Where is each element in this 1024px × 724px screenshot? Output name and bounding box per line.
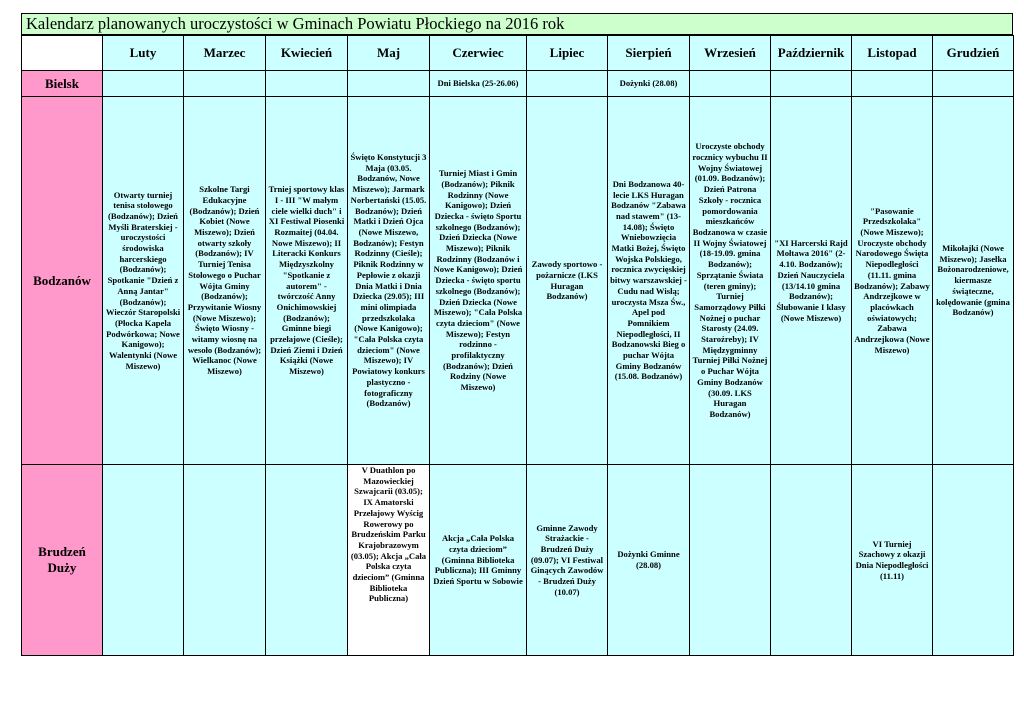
event-cell: Trniej sportowy klas I - III "W małym ciele wielki duch" i XI Festiwal Piosenki Rozmaitej (04.04. Nowe Miszewo); II Literacki Konkurs Międzyszkolny "Spotkanie z autorem" - twórczość Anny Onichimowskiej (Bodzanów); Gminne biegi przełajowe (Cieśle); Dzień Ziemi i Dzień Książki (Nowe Miszewo): [266, 97, 348, 465]
event-cell: [266, 71, 348, 97]
event-cell: Turniej Miast i Gmin (Bodzanów); Piknik Rodzinny (Nowe Kanigowo); Dzień Dziecka - święto Sportu szkolnego (Bodzanów); Dzień Dziecka (Nowe Miszewo); Piknik Rodzinny (Bodzanów i Nowe Kanigowo); Dzień Dziecka - święto sportu szkolnego (Bodzanów); Dzień Dziecka (Nowe Miszewo); "Cała Polska czyta dzieciom" (Nowe Miszewo); Festyn rodzinno - profilaktyczny (Bodzanów); Dzień Rodziny (Nowe Miszewo): [430, 97, 527, 465]
event-cell: Dożynki Gminne (28.08): [608, 465, 690, 656]
table-row-brudzen: [22, 465, 1014, 656]
month-header-czerwiec: Czerwiec: [430, 36, 527, 71]
event-cell: Dożynki (28.08): [608, 71, 690, 97]
event-cell: [933, 465, 1014, 656]
event-cell: [933, 71, 1014, 97]
event-cell: Mikołajki (Nowe Miszewo); Jasełka Bożonarodzeniowe, kiermasze świąteczne, kolędowanie (gmina Bodzanów): [933, 97, 1014, 465]
event-cell: [103, 71, 184, 97]
event-cell: [184, 465, 266, 656]
month-header-kwiecien: Kwiecień: [266, 36, 348, 71]
events-calendar-table: [21, 35, 1014, 656]
month-header-listopad: Listopad: [852, 36, 933, 71]
event-cell: [771, 465, 852, 656]
event-cell: V Duathlon po Mazowieckiej Szwajcarii (03.05); IX Amatorski Przełajowy Wyścig Rowerowy po Brudzeńskim Parku Krajobrazowym (03.05); Akcja „Cała Polska czyta dzieciom” (Gminna Biblioteka Publiczna): [348, 465, 430, 656]
page-title: Kalendarz planowanych uroczystości w Gminach Powiatu Płockiego na 2016 rok: [21, 13, 1013, 35]
event-cell: [852, 71, 933, 97]
event-cell: [527, 71, 608, 97]
month-header-grudzien: Grudzień: [933, 36, 1014, 71]
event-cell: Uroczyste obchody rocznicy wybuchu II Wojny Światowej (01.09. Bodzanów); Dzień Patrona Szkoły - rocznica pomordowania mieszkańców Bodzanowa w czasie II Wojny Światowej (18-19.09. gmina Bodzanów); Sprzątanie Świata (teren gminy); Turniej Samorządowy Piłki Nożnej o puchar Starosty (24.09. Staroźreby); IV Międzygminny Turniej Piłki Nożnej o Puchar Wójta Gminy Bodzanów (30.09. LKS Huragan Bodzanów): [690, 97, 771, 465]
event-cell: Dni Bielska (25-26.06): [430, 71, 527, 97]
event-cell: [103, 465, 184, 656]
row-label-bodzanow: Bodzanów: [22, 97, 103, 465]
month-header-luty: Luty: [103, 36, 184, 71]
month-header-pazdziernik: Październik: [771, 36, 852, 71]
event-cell: VI Turniej Szachowy z okazji Dnia Niepodległości (11.11): [852, 465, 933, 656]
month-header-wrzesien: Wrzesień: [690, 36, 771, 71]
event-cell: [771, 71, 852, 97]
month-header-sierpien: Sierpień: [608, 36, 690, 71]
month-header-maj: Maj: [348, 36, 430, 71]
month-header-marzec: Marzec: [184, 36, 266, 71]
month-header-row: [22, 36, 1014, 71]
event-cell: Zawody sportowo - pożarnicze (LKS Huragan Bodzanów): [527, 97, 608, 465]
event-cell: [348, 71, 430, 97]
event-cell: [184, 71, 266, 97]
event-cell: [690, 465, 771, 656]
event-cell: Święto Konstytucji 3 Maja (03.05. Bodzanów, Nowe Miszewo); Jarmark Norbertański (15.05. Bodzanów); Dzień Matki i Dzień Ojca (Nowe Miszewo, Bodzanów); Festyn Rodzinny (Cieśle); Piknik Rodzinny w Pepłowie z okazji Dnia Matki i Dnia Dziecka (29.05); III mini olimpiada przedszkolaka (Nowe Kanigowo); "Cała Polska czyta dzieciom" (Nowe Miszewo); IV Powiatowy konkurs plastyczno - fotograficzny (Bodzanów): [348, 97, 430, 465]
table-row-bodzanow: [22, 97, 1014, 465]
row-label-bielsk: Bielsk: [22, 71, 103, 97]
month-header-lipiec: Lipiec: [527, 36, 608, 71]
event-cell: Gminne Zawody Strażackie - Brudzeń Duży (09.07); VI Festiwal Ginących Zawodów - Brudzeń Duży (10.07): [527, 465, 608, 656]
event-cell: Akcja „Cała Polska czyta dzieciom” (Gminna Biblioteka Publiczna); III Gminny Dzień Sportu w Sobowie: [430, 465, 527, 656]
event-cell: [690, 71, 771, 97]
event-cell: "Pasowanie Przedszkolaka" (Nowe Miszewo); Uroczyste obchody Narodowego Święta Niepodległości (11.11. gmina Bodzanów); Zabawy Andrzejkowe w placówkach oświatowych; Zabawa Andrzejkowa (Nowe Miszewo): [852, 97, 933, 465]
event-cell: "XI Harcerski Rajd Mołtawa 2016" (2-4.10. Bodzanów); Dzień Nauczyciela (13/14.10 gmina Bodzanów); Ślubowanie I klasy (Nowe Miszewo): [771, 97, 852, 465]
row-label-brudzen: Brudzeń Duży: [22, 465, 103, 656]
event-cell: [266, 465, 348, 656]
event-cell: Otwarty turniej tenisa stołowego (Bodzanów); Dzień Myśli Braterskiej - uroczystości środowiska harcerskiego (Bodzanów); Spotkanie "Dzień z Anną Jantar" (Bodzanów); Wieczór Staropolski (Płocka Kapela Podwórkowa; Nowe Kanigowo); Walentynki (Nowe Miszewo): [103, 97, 184, 465]
header-corner-cell: [22, 36, 103, 71]
event-cell: Dni Bodzanowa 40-lecie LKS Huragan Bodzanów "Zabawa nad stawem" (13-14.08); Święto Wniebowzięcia Matki Bożej, Święto Wojska Polskiego, rocznica zwycięskiej bitwy warszawskiej - Cudu nad Wisłą; uroczysta Msza Św., Apel pod Pomnikiem Niepodległości, II Bodzanowski Bieg o puchar Wójta Gminy Bodzanów (15.08. Bodzanów): [608, 97, 690, 465]
event-cell: Szkolne Targi Edukacyjne (Bodzanów); Dzień Kobiet (Nowe Miszewo); Dzień otwarty szkoły (Bodzanów); IV Turniej Tenisa Stołowego o Puchar Wójta Gminy (Bodzanów); Przywitanie Wiosny (Nowe Miszewo); Święto Wiosny - witamy wiosnę na wesoło (Bodzanów); Wielkanoc (Nowe Miszewo): [184, 97, 266, 465]
table-row-bielsk: [22, 71, 1014, 97]
